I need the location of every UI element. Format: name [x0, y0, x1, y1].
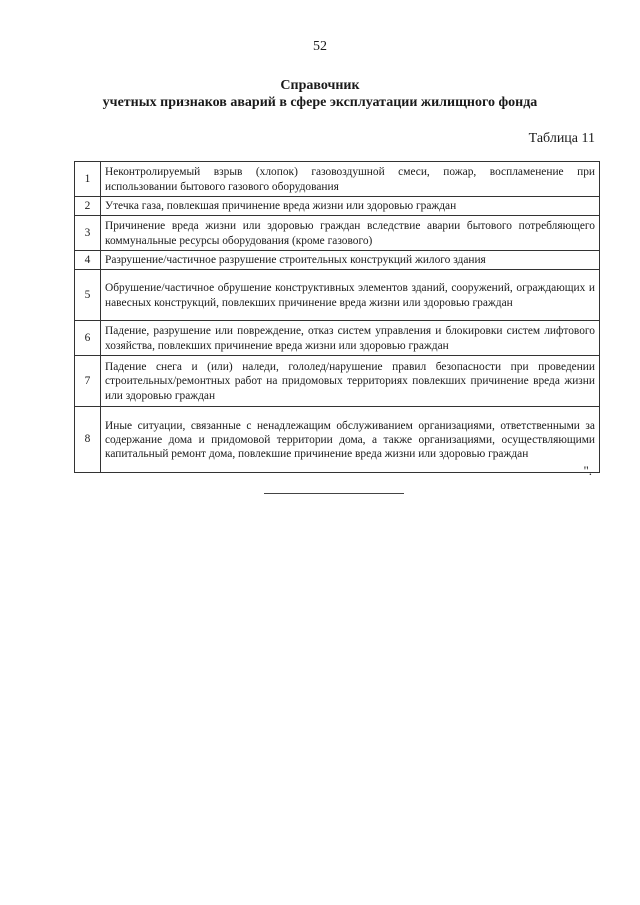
closing-quote-mark: ". — [583, 463, 592, 478]
row-description: Обрушение/частичное обрушение конструктивных элементов зданий, сооружений, ограждающих и навесных конструкций, повлекших причинение вреда жизни или здоровью граждан — [101, 270, 600, 321]
document-title — [0, 77, 640, 111]
title-line-1: Справочник — [280, 78, 360, 93]
row-description: Падение снега и (или) наледи, гололед/нарушение правил безопасности при проведении строительных/ремонтных работ на придомовых территориях повлекших причинение вреда жизни или здоровью граждан — [101, 356, 600, 407]
row-number: 1 — [75, 162, 101, 197]
row-number: 7 — [75, 356, 101, 407]
separator-line — [264, 493, 404, 494]
row-number: 4 — [75, 251, 101, 270]
row-number: 8 — [75, 407, 101, 473]
table-row — [75, 216, 600, 251]
row-description: Разрушение/частичное разрушение строительных конструкций жилого здания — [101, 251, 600, 270]
table-row — [75, 197, 600, 216]
reference-table — [74, 161, 600, 473]
row-description: Иные ситуации, связанные с ненадлежащим обслуживанием организациями, ответственными за содержание дома и придомовой территории дома, а также организациями, осуществляющими капитальный ремонт дома, повлекшие причинение вреда жизни или здоровью граждан — [101, 407, 600, 473]
row-description: Неконтролируемый взрыв (хлопок) газовоздушной смеси, пожар, воспламенение при использовании бытового газового оборудования — [101, 162, 600, 197]
row-description: Падение, разрушение или повреждение, отказ систем управления и блокировки систем лифтового хозяйства, повлекших причинение вреда жизни или здоровью граждан — [101, 321, 600, 356]
page-number: 52 — [313, 39, 327, 54]
title-line-2: учетных признаков аварий в сфере эксплуатации жилищного фонда — [102, 95, 538, 110]
table-row — [75, 162, 600, 197]
table-row — [75, 321, 600, 356]
row-number: 3 — [75, 216, 101, 251]
row-description: Утечка газа, повлекшая причинение вреда жизни или здоровью граждан — [101, 197, 600, 216]
row-number: 5 — [75, 270, 101, 321]
table-row — [75, 356, 600, 407]
row-number: 2 — [75, 197, 101, 216]
row-description: Причинение вреда жизни или здоровью граждан вследствие аварии бытового потребляющего коммунальные ресурсы оборудования (кроме газового) — [101, 216, 600, 251]
table-row — [75, 270, 600, 321]
table-row — [75, 251, 600, 270]
row-number: 6 — [75, 321, 101, 356]
table-label: Таблица 11 — [528, 131, 595, 146]
table-row — [75, 407, 600, 473]
